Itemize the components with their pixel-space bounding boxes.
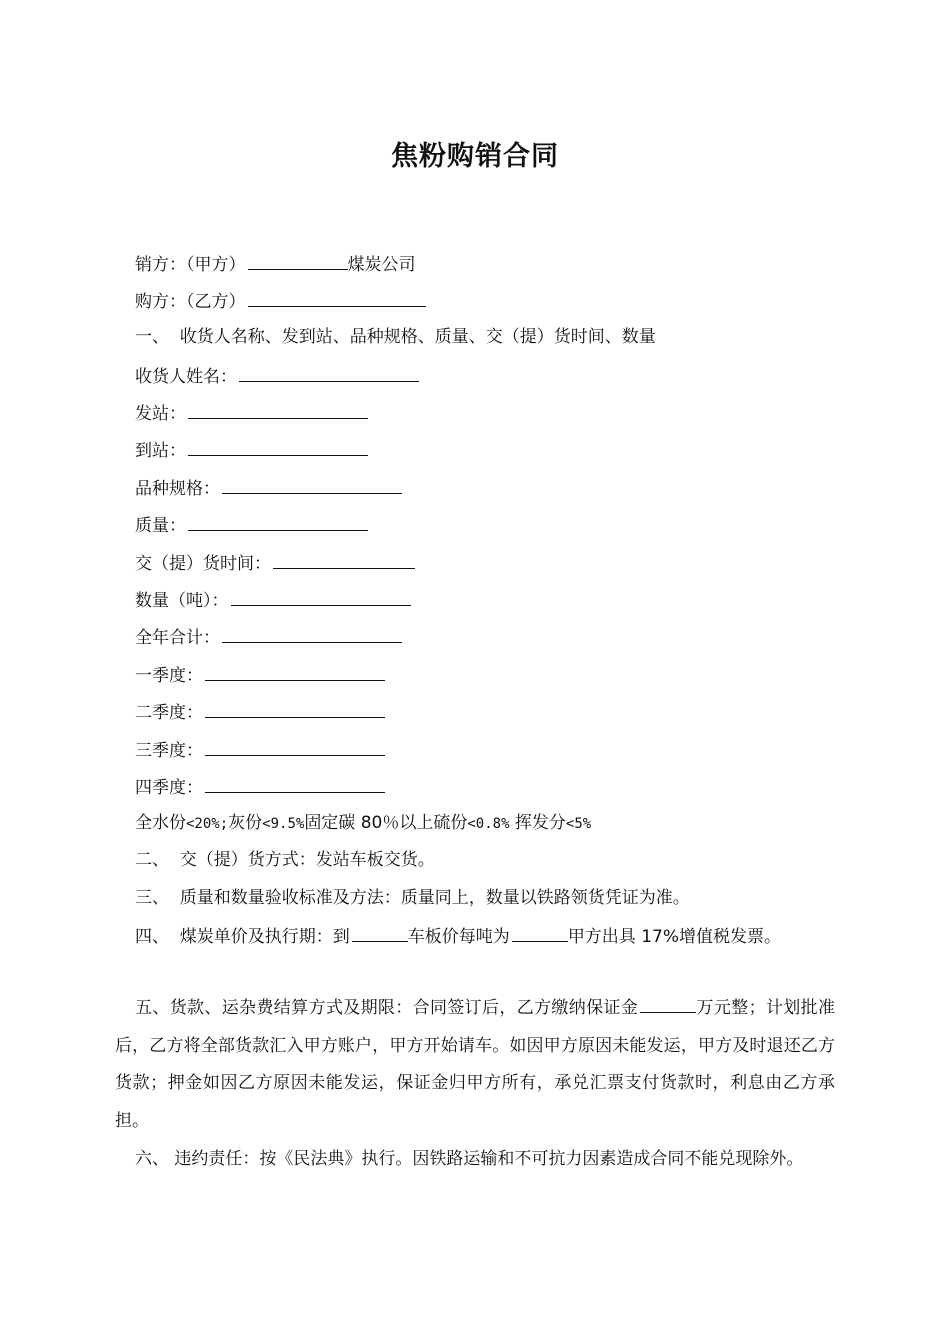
- field-label: 质量：: [135, 516, 186, 536]
- spec-value: <5%: [565, 816, 592, 832]
- section-4-text: 四、 煤炭单价及执行期：到: [135, 927, 350, 947]
- buyer-label: 购方：（乙方）: [135, 292, 246, 312]
- field-blank: [239, 363, 419, 382]
- section-5-text: 万元整；计划批准后，乙方将全部货款汇入甲方账户，甲方开始请车。如因甲方原因未能发运，甲方及时退还乙方货款；押金如因乙方原因未能发运，保证金归甲方所有，承兑汇票支付货款时，利息由乙方承担。: [115, 998, 836, 1131]
- field-blank: [205, 774, 385, 793]
- field-q2: [135, 699, 385, 725]
- field-label: 一季度：: [135, 666, 203, 686]
- document-title: 焦粉购销合同: [391, 141, 559, 172]
- field-variety-spec: [135, 475, 402, 501]
- spec-text: 挥发分: [509, 813, 566, 833]
- field-annual-total: [135, 624, 402, 650]
- field-label: 数量（吨）：: [135, 591, 229, 611]
- section-4: [135, 923, 781, 949]
- section-5-text: 五、货款、运杂费结算方式及期限：合同签订后，乙方缴纳保证金: [135, 998, 639, 1018]
- field-quantity: [135, 587, 411, 613]
- spec-text: 灰份: [228, 813, 263, 833]
- seller-label: 销方：（甲方）: [135, 255, 246, 275]
- buyer-line: [135, 288, 426, 314]
- field-label: 三季度：: [135, 741, 203, 761]
- spec-text: 固定碳 80％以上硫份: [304, 813, 468, 833]
- section-5: [115, 990, 835, 1140]
- spec-value: <9.5%: [262, 816, 305, 832]
- field-label: 品种规格：: [135, 479, 220, 499]
- seller-blank: [248, 251, 348, 270]
- field-blank: [205, 699, 385, 718]
- field-delivery-time: [135, 550, 415, 576]
- seller-line: [135, 251, 416, 277]
- field-blank: [205, 737, 385, 756]
- field-consignee: [135, 363, 419, 389]
- specs-line: [135, 811, 591, 836]
- field-label: 收货人姓名：: [135, 367, 237, 387]
- seller-suffix: 煤炭公司: [347, 255, 416, 275]
- field-label: 四季度：: [135, 778, 203, 798]
- field-blank: [222, 475, 402, 494]
- section-1-heading: 一、 收货人名称、发到站、品种规格、质量、交（提）货时间、数量: [135, 327, 656, 347]
- field-blank: [273, 550, 415, 569]
- field-label: 交（提）货时间：: [135, 554, 271, 574]
- section-4-text: 甲方出具 17%增值税发票。: [567, 927, 782, 947]
- section-4-text: 车板价每吨为: [407, 927, 510, 947]
- field-label: 二季度：: [135, 703, 203, 723]
- spec-text: 全水份: [135, 813, 186, 833]
- deposit-blank: [640, 994, 696, 1013]
- section-6: 六、 违约责任：按《民法典》执行。因铁路运输和不可抗力因素造成合同不能兑现除外。: [135, 1149, 804, 1169]
- destination-blank: [352, 923, 408, 942]
- field-blank: [188, 400, 368, 419]
- field-label: 到站：: [135, 441, 186, 461]
- field-arrival-station: [135, 437, 368, 463]
- field-blank: [231, 587, 411, 606]
- section-2: 二、 交（提）货方式：发站车板交货。: [135, 850, 435, 870]
- field-quality: [135, 512, 368, 538]
- buyer-blank: [248, 288, 426, 307]
- field-blank: [222, 624, 402, 643]
- field-q1: [135, 662, 385, 688]
- spec-value: <20%;: [186, 816, 229, 832]
- field-label: 发站：: [135, 404, 186, 424]
- price-blank: [512, 923, 568, 942]
- field-blank: [188, 512, 368, 531]
- field-blank: [188, 437, 368, 456]
- field-label: 全年合计：: [135, 628, 220, 648]
- spec-value: <0.8%: [467, 816, 510, 832]
- field-blank: [205, 662, 385, 681]
- section-3: 三、 质量和数量验收标准及方法：质量同上，数量以铁路领货凭证为准。: [135, 888, 690, 908]
- field-q4: [135, 774, 385, 800]
- field-q3: [135, 737, 385, 763]
- field-departure-station: [135, 400, 368, 426]
